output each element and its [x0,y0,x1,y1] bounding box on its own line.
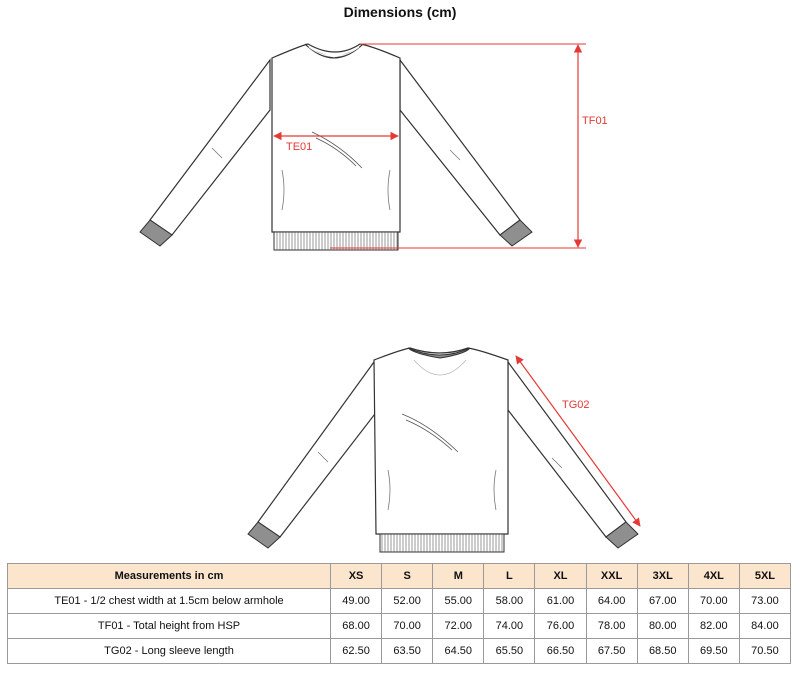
back-right-sleeve [508,362,626,537]
size-header: XXL [586,564,637,589]
table-cell: 73.00 [739,589,790,614]
table-cell: 66.50 [535,639,586,664]
table-cell: 67.00 [637,589,688,614]
row-label: TG02 - Long sleeve length [8,639,331,664]
table-cell: 70.00 [688,589,739,614]
size-header: L [484,564,535,589]
table-cell: 64.50 [433,639,484,664]
table-cell: 70.00 [382,614,433,639]
table-cell: 76.00 [535,614,586,639]
table-header-row [8,564,791,589]
table-cell: 80.00 [637,614,688,639]
row-label: TF01 - Total height from HSP [8,614,331,639]
table-row [8,639,791,664]
table-cell: 70.50 [739,639,790,664]
table-cell: 68.00 [331,614,382,639]
table-cell: 78.00 [586,614,637,639]
size-header: 5XL [739,564,790,589]
row-label: TE01 - 1/2 chest width at 1.5cm below armhole [8,589,331,614]
table-cell: 69.50 [688,639,739,664]
table-cell: 49.00 [331,589,382,614]
table-cell: 65.50 [484,639,535,664]
size-header: XL [535,564,586,589]
front-view [140,44,532,250]
front-body [272,44,400,232]
measurements-table [7,563,791,664]
page-title: Dimensions (cm) [343,4,457,20]
front-waistband [274,232,398,250]
size-header: XS [331,564,382,589]
back-view [248,348,638,552]
table-cell: 55.00 [433,589,484,614]
label-tf01: TF01 [582,115,608,127]
table-cell: 58.00 [484,589,535,614]
table-cell: 82.00 [688,614,739,639]
table-cell: 62.50 [331,639,382,664]
table-cell: 74.00 [484,614,535,639]
table-row [8,614,791,639]
label-te01: TE01 [286,141,313,153]
front-left-sleeve [150,60,270,235]
table-header-label: Measurements in cm [8,564,331,589]
table-row [8,589,791,614]
size-header: S [382,564,433,589]
table-cell: 68.50 [637,639,688,664]
back-left-sleeve [258,362,378,537]
size-header: 3XL [637,564,688,589]
size-header: M [433,564,484,589]
label-tg02: TG02 [562,399,590,411]
table-cell: 64.00 [586,589,637,614]
table-cell: 61.00 [535,589,586,614]
table-cell: 84.00 [739,614,790,639]
table-cell: 67.50 [586,639,637,664]
back-waistband [380,534,504,552]
table-cell: 63.50 [382,639,433,664]
table-cell: 72.00 [433,614,484,639]
size-header: 4XL [688,564,739,589]
table-cell: 52.00 [382,589,433,614]
front-right-sleeve [400,60,520,235]
